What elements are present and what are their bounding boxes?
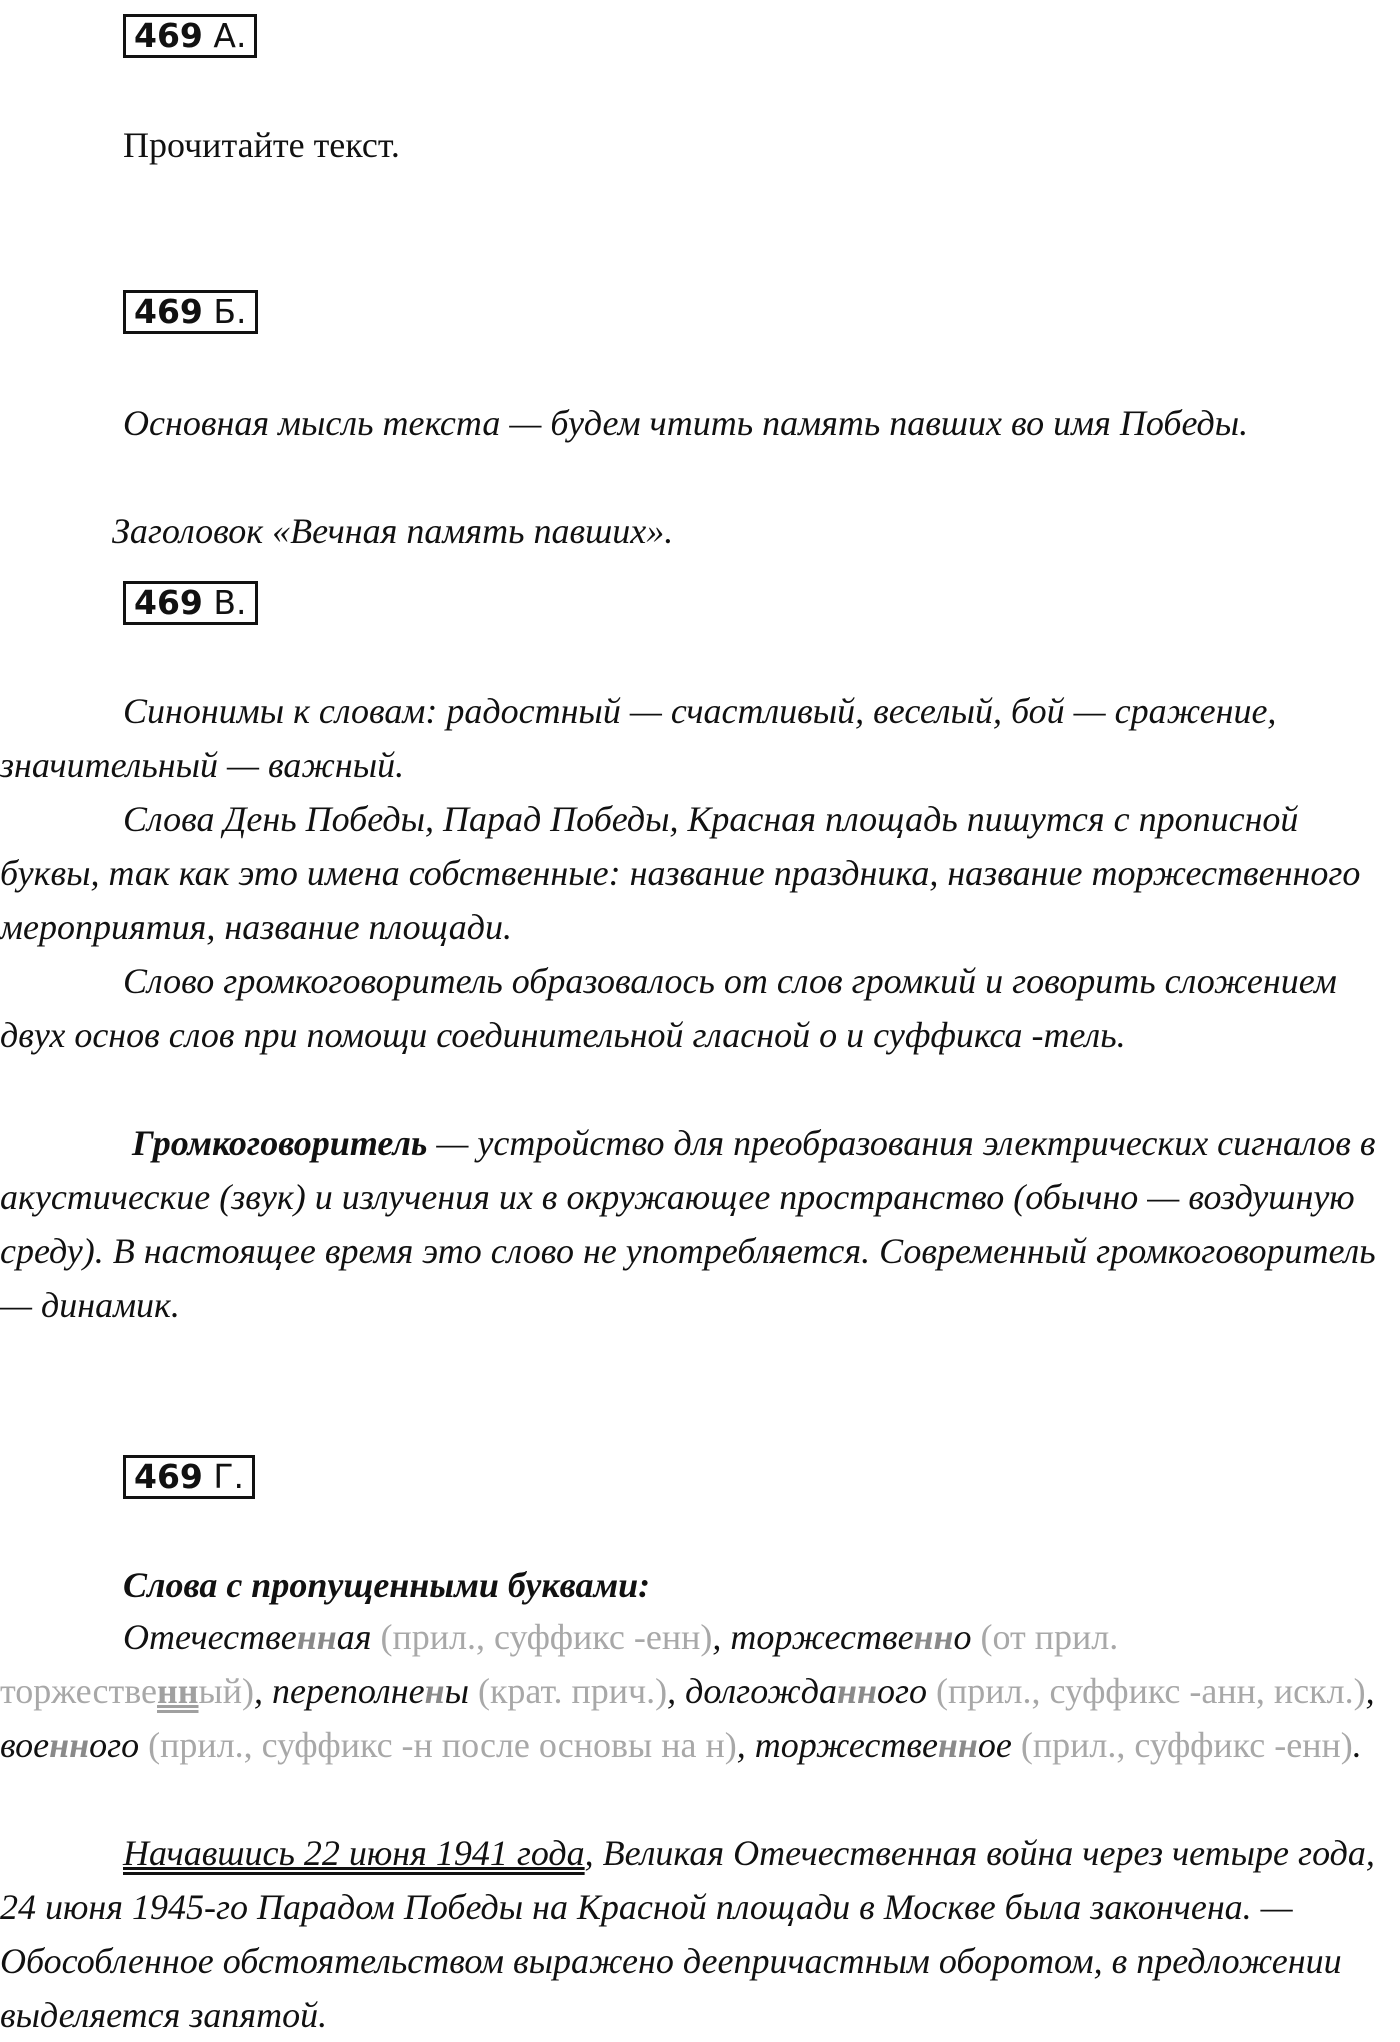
definition-term: Громкоговоритель <box>132 1123 428 1163</box>
word-item: долгожданного (прил., суффикс -анн, искл.), <box>685 1671 1375 1711</box>
capitals-paragraph: Слова День Победы, Парад Победы, Красная площадь пишутся с прописной буквы, так как это имена собственные: название праздника, название торжественного мероприятия, название площади. <box>0 799 1361 947</box>
definition-text: — устройство для преобразования электрических сигналов в акустические (звук) и излучения их в окружающее пространство (обычно — воздушную среду). В настоящее время это слово не употребляется. Современный громкоговоритель — динамик. <box>0 1123 1376 1325</box>
exercise-number: 469 <box>134 16 203 55</box>
exercise-letter: А. <box>213 16 247 55</box>
exercise-label-a <box>123 14 257 58</box>
word-note: (прил., суффикс -енн) <box>1011 1725 1353 1765</box>
exercise-label-g <box>123 1455 255 1499</box>
exercise-letter: Б. <box>213 292 247 331</box>
exercise-letter: В. <box>213 583 247 622</box>
word-formation-paragraph: Слово громкоговоритель образовалось от слов громкий и говорить сложением двух основ слов при помощи соединительной гласной о и суффикса -тель. <box>0 961 1337 1055</box>
instruction-text: Прочитайте текст. <box>123 125 400 165</box>
main-idea-text: Основная мысль текста — будем чтить память павших во имя Победы. <box>123 403 1249 443</box>
word-note: (крат. прич.) <box>468 1671 668 1711</box>
synonyms-paragraph: Синонимы к словам: радостный — счастливый, веселый, бой — сражение, значительный — важный. <box>0 691 1277 785</box>
missing-letters-list <box>0 1610 1390 1772</box>
exercise-label-b <box>123 290 258 334</box>
underlined-participial-phrase: Начавшись 22 июня 1941 года <box>123 1833 585 1873</box>
exercise-number: 469 <box>134 292 203 331</box>
word-note: (прил., суффикс -н после основы на н) <box>139 1725 737 1765</box>
sentence-analysis-text: , Великая Отечественная война через четыре года, 24 июня 1945-го Парадом Победы на Красной площади в Москве была закончена. — Обособленное обстоятельством выражено деепричастным оборотом, в предложении выделяется запятой. <box>0 1833 1375 2035</box>
missing-letters-heading: Слова с пропущенными буквами: <box>123 1565 651 1605</box>
word-item: торжественное (прил., суффикс -енн). <box>754 1725 1362 1765</box>
exercise-letter: Г. <box>213 1457 245 1496</box>
word-item: торжественно (от прил. торжественный), <box>0 1617 1119 1711</box>
word-item: военного (прил., суффикс -н после основы на н), <box>0 1725 755 1765</box>
word-note: (от прил. торжественный) <box>0 1617 1119 1711</box>
word-note: (прил., суффикс -енн) <box>371 1617 713 1657</box>
title-line: Заголовок «Вечная память павших». <box>112 511 674 551</box>
word-item: Отечественная (прил., суффикс -енн), <box>123 1617 731 1657</box>
exercise-label-v <box>123 581 258 625</box>
exercise-number: 469 <box>134 583 203 622</box>
word-note: (прил., суффикс -анн, искл.) <box>927 1671 1366 1711</box>
word-item: переполнены (крат. прич.), <box>271 1671 686 1711</box>
exercise-number: 469 <box>134 1457 203 1496</box>
sentence-analysis-paragraph <box>0 1826 1390 2042</box>
definition-paragraph <box>0 1116 1390 1332</box>
